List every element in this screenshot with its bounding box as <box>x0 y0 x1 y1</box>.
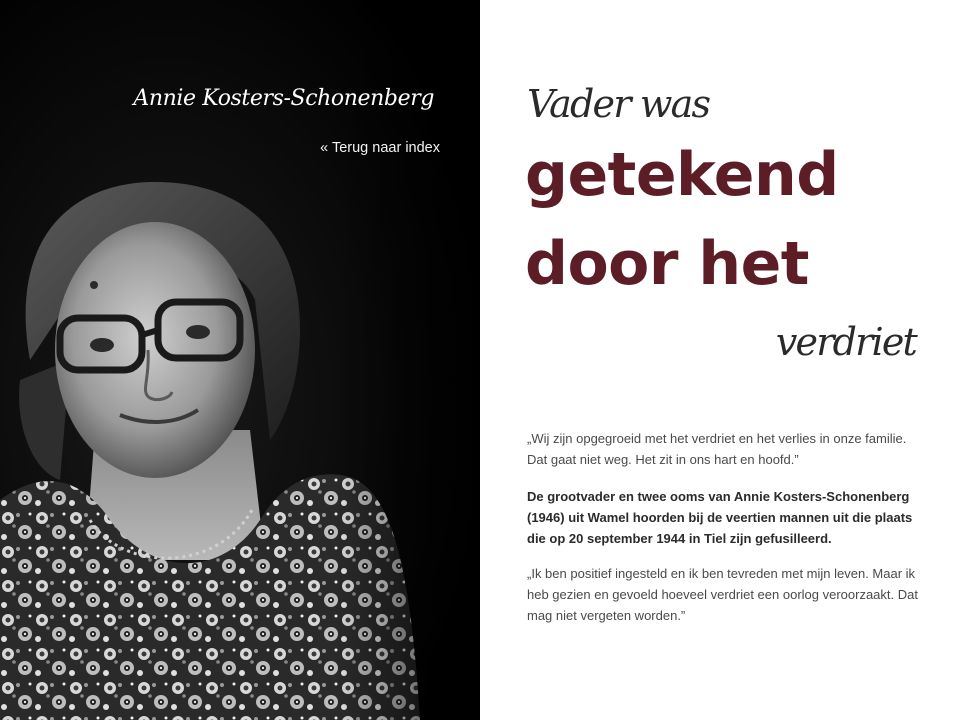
opening-quote: „Wij zijn opgegroeid met het verdriet en het verlies in onze familie. Dat gaat niet weg. Het zit in ons hart en hoofd.” <box>527 431 907 467</box>
closing-quote: „Ik ben positief ingesteld en ik ben tevreden met mijn leven. Maar ik heb gezien en gevoeld hoeveel verdriet een oorlog veroorzaakt. Dat mag niet vergeten worden.” <box>527 566 918 623</box>
headline-line-3: door het <box>525 229 809 299</box>
intro-paragraph: De grootvader en twee ooms van Annie Kosters-Schonenberg (1946) uit Wamel hoorden bij de veertien mannen uit die plaats die op 20 september 1944 in Tiel zijn gefusilleerd. <box>527 489 913 546</box>
person-name: Annie Kosters-Schonenberg <box>133 86 434 111</box>
article-panel <box>480 0 960 720</box>
headline-line-4: verdriet <box>775 320 916 364</box>
back-to-index-link[interactable]: « Terug naar index <box>320 140 440 156</box>
headline-line-2: getekend <box>525 140 839 210</box>
headline-line-1: Vader was <box>527 82 710 126</box>
